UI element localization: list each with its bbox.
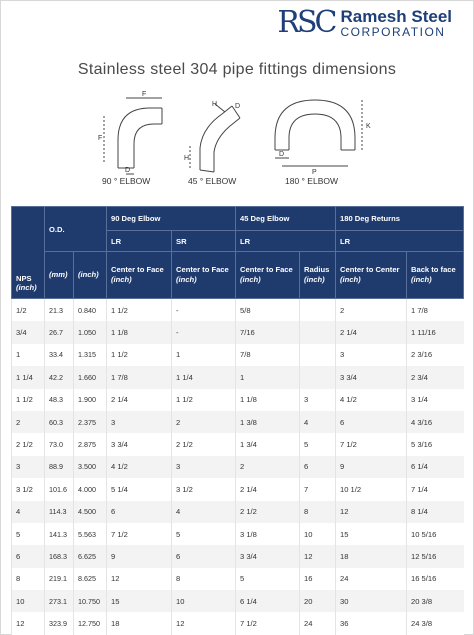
cell-90-lr: 1 1/2	[107, 299, 172, 322]
col-180lr-header: Center to Center (inch)	[336, 252, 407, 299]
cell-90-lr: 3	[107, 411, 172, 433]
cell-nps: 12	[12, 612, 45, 634]
cell-od-inch: 8.625	[74, 568, 107, 590]
cell-radius: 4	[300, 411, 336, 433]
cell-90-lr: 15	[107, 590, 172, 612]
cell-90-sr: 4	[172, 501, 236, 523]
cell-nps: 1 1/2	[12, 389, 45, 411]
table-row	[12, 389, 464, 411]
cell-90-lr: 7 1/2	[107, 523, 172, 545]
cell-180-lr: 10 1/2	[336, 478, 407, 500]
cell-radius: 16	[300, 568, 336, 590]
cell-180-lr: 3 3/4	[336, 366, 407, 388]
col-90sr-header: Center to Face (inch)	[172, 252, 236, 299]
elbow-90-label: 90 ° ELBOW	[102, 176, 151, 186]
cell-od-inch: 4.500	[74, 501, 107, 523]
cell-nps: 3/4	[12, 321, 45, 343]
cell-nps: 2 1/2	[12, 433, 45, 455]
cell-90-sr: -	[172, 299, 236, 322]
cell-nps: 2	[12, 411, 45, 433]
elbow-180-dim-d: D	[279, 151, 285, 158]
cell-back-to-face: 4 3/16	[407, 411, 464, 433]
sub-lr-90-header: LR	[107, 231, 172, 252]
cell-radius: 3	[300, 389, 336, 411]
cell-od-mm: 219.1	[45, 568, 74, 590]
cell-90-sr: 8	[172, 568, 236, 590]
cell-180-lr: 30	[336, 590, 407, 612]
table-body	[12, 299, 464, 635]
table-row	[12, 478, 464, 500]
cell-nps: 5	[12, 523, 45, 545]
cell-nps: 10	[12, 590, 45, 612]
cell-90-sr: 1 1/2	[172, 389, 236, 411]
elbow-180-dim-p: P	[312, 169, 317, 176]
cell-45-lr: 1	[236, 366, 300, 388]
table-row	[12, 299, 464, 322]
cell-radius: 20	[300, 590, 336, 612]
elbow-45-dim-h: H	[212, 101, 218, 108]
cell-180-lr: 24	[336, 568, 407, 590]
cell-90-lr: 6	[107, 501, 172, 523]
cell-od-mm: 141.3	[45, 523, 74, 545]
cell-od-mm: 114.3	[45, 501, 74, 523]
table-row	[12, 366, 464, 388]
cell-radius	[300, 321, 336, 343]
cell-od-mm: 73.0	[45, 433, 74, 455]
group-od-header: O.D.	[45, 207, 107, 252]
elbow-90-dim-f-side: F	[98, 135, 103, 142]
cell-90-sr: -	[172, 321, 236, 343]
elbow-diagrams	[90, 88, 390, 188]
cell-90-lr: 2 1/4	[107, 389, 172, 411]
cell-back-to-face: 2 3/16	[407, 344, 464, 366]
cell-radius	[300, 299, 336, 322]
cell-back-to-face: 10 5/16	[407, 523, 464, 545]
dimensions-table	[11, 206, 464, 635]
table-row	[12, 590, 464, 612]
cell-back-to-face: 2 3/4	[407, 366, 464, 388]
cell-od-mm: 101.6	[45, 478, 74, 500]
cell-radius: 24	[300, 612, 336, 634]
elbow-180-drawing	[275, 100, 362, 166]
cell-nps: 8	[12, 568, 45, 590]
cell-radius: 5	[300, 433, 336, 455]
cell-od-mm: 168.3	[45, 545, 74, 567]
cell-90-lr: 5 1/4	[107, 478, 172, 500]
elbow-45-dim-h-side: H	[184, 155, 190, 162]
cell-nps: 6	[12, 545, 45, 567]
table-row	[12, 545, 464, 567]
cell-od-mm: 42.2	[45, 366, 74, 388]
cell-90-lr: 3 3/4	[107, 433, 172, 455]
cell-90-lr: 1 1/8	[107, 321, 172, 343]
cell-45-lr: 3 1/8	[236, 523, 300, 545]
cell-od-inch: 0.840	[74, 299, 107, 322]
cell-nps: 1	[12, 344, 45, 366]
cell-180-lr: 6	[336, 411, 407, 433]
cell-od-inch: 2.875	[74, 433, 107, 455]
table-row	[12, 344, 464, 366]
cell-od-inch: 5.563	[74, 523, 107, 545]
cell-180-lr: 2	[336, 299, 407, 322]
cell-od-inch: 4.000	[74, 478, 107, 500]
cell-45-lr: 1 3/4	[236, 433, 300, 455]
col-mm-header: (mm)	[45, 252, 74, 299]
cell-od-inch: 12.750	[74, 612, 107, 634]
cell-od-inch: 2.375	[74, 411, 107, 433]
cell-180-lr: 4 1/2	[336, 389, 407, 411]
cell-90-sr: 1 1/4	[172, 366, 236, 388]
group-90deg-header: 90 Deg Elbow	[107, 207, 236, 231]
cell-90-lr: 12	[107, 568, 172, 590]
cell-back-to-face: 7 1/4	[407, 478, 464, 500]
cell-nps: 3	[12, 456, 45, 478]
cell-180-lr: 7 1/2	[336, 433, 407, 455]
cell-back-to-face: 20 3/8	[407, 590, 464, 612]
cell-90-sr: 2	[172, 411, 236, 433]
sub-lr-45-header: LR	[236, 231, 336, 252]
table-row	[12, 523, 464, 545]
cell-nps: 4	[12, 501, 45, 523]
cell-od-inch: 10.750	[74, 590, 107, 612]
table-row	[12, 456, 464, 478]
elbow-45-label: 45 ° ELBOW	[188, 176, 237, 186]
sub-lr-180-header: LR	[336, 231, 464, 252]
cell-od-mm: 33.4	[45, 344, 74, 366]
table-row	[12, 568, 464, 590]
cell-radius: 10	[300, 523, 336, 545]
cell-od-inch: 1.660	[74, 366, 107, 388]
cell-90-lr: 4 1/2	[107, 456, 172, 478]
logo-corporation: CORPORATION	[340, 25, 446, 39]
cell-45-lr: 3 3/4	[236, 545, 300, 567]
elbow-180-dim-k: K	[366, 123, 371, 130]
cell-back-to-face: 3 1/4	[407, 389, 464, 411]
cell-back-to-face: 16 5/16	[407, 568, 464, 590]
cell-od-mm: 273.1	[45, 590, 74, 612]
cell-nps: 1/2	[12, 299, 45, 322]
cell-180-lr: 36	[336, 612, 407, 634]
cell-radius: 7	[300, 478, 336, 500]
cell-45-lr: 2	[236, 456, 300, 478]
cell-180-lr: 12	[336, 501, 407, 523]
elbow-45-dim-d: D	[235, 103, 241, 110]
sub-sr-90-header: SR	[172, 231, 236, 252]
cell-45-lr: 5	[236, 568, 300, 590]
cell-back-to-face: 12 5/16	[407, 545, 464, 567]
cell-90-lr: 9	[107, 545, 172, 567]
cell-od-mm: 60.3	[45, 411, 74, 433]
cell-od-inch: 6.625	[74, 545, 107, 567]
cell-90-sr: 2 1/2	[172, 433, 236, 455]
elbow-90-drawing	[104, 98, 162, 174]
cell-radius: 12	[300, 545, 336, 567]
cell-180-lr: 3	[336, 344, 407, 366]
col-45lr-header: Center to Face (inch)	[236, 252, 300, 299]
cell-45-lr: 1 1/8	[236, 389, 300, 411]
col-back-header: Back to face (inch)	[407, 252, 464, 299]
cell-90-lr: 1 1/2	[107, 344, 172, 366]
group-180deg-header: 180 Deg Returns	[336, 207, 464, 231]
cell-45-lr: 7/16	[236, 321, 300, 343]
cell-45-lr: 7 1/2	[236, 612, 300, 634]
cell-180-lr: 2 1/4	[336, 321, 407, 343]
cell-90-sr: 1	[172, 344, 236, 366]
cell-90-sr: 10	[172, 590, 236, 612]
cell-90-sr: 12	[172, 612, 236, 634]
cell-od-mm: 21.3	[45, 299, 74, 322]
table-row	[12, 321, 464, 343]
elbow-diagrams-svg	[90, 88, 390, 188]
elbow-90-dim-f: F	[142, 91, 147, 98]
cell-od-inch: 1.050	[74, 321, 107, 343]
cell-back-to-face: 1 11/16	[407, 321, 464, 343]
group-45deg-header: 45 Deg Elbow	[236, 207, 336, 231]
col-nps-header: NPS (inch)	[12, 207, 45, 299]
col-inch-header: (inch)	[74, 252, 107, 299]
logo-mark: RSC	[277, 5, 335, 40]
cell-nps: 3 1/2	[12, 478, 45, 500]
cell-45-lr: 2 1/4	[236, 478, 300, 500]
cell-back-to-face: 8 1/4	[407, 501, 464, 523]
cell-radius	[300, 344, 336, 366]
cell-back-to-face: 24 3/8	[407, 612, 464, 634]
cell-od-mm: 323.9	[45, 612, 74, 634]
cell-od-inch: 1.315	[74, 344, 107, 366]
cell-back-to-face: 6 1/4	[407, 456, 464, 478]
company-logo	[277, 6, 452, 40]
elbow-180-label: 180 ° ELBOW	[285, 176, 339, 186]
cell-nps: 1 1/4	[12, 366, 45, 388]
cell-45-lr: 1 3/8	[236, 411, 300, 433]
col-90lr-header: Center to Face (inch)	[107, 252, 172, 299]
cell-radius	[300, 366, 336, 388]
cell-180-lr: 15	[336, 523, 407, 545]
cell-90-sr: 5	[172, 523, 236, 545]
col-radius-header: Radius (inch)	[300, 252, 336, 299]
logo-name: Ramesh Steel	[340, 7, 452, 26]
cell-45-lr: 2 1/2	[236, 501, 300, 523]
table-row	[12, 501, 464, 523]
cell-45-lr: 7/8	[236, 344, 300, 366]
cell-90-sr: 6	[172, 545, 236, 567]
cell-45-lr: 6 1/4	[236, 590, 300, 612]
cell-od-mm: 48.3	[45, 389, 74, 411]
cell-radius: 8	[300, 501, 336, 523]
elbow-90-dim-d: D	[125, 167, 131, 174]
cell-od-inch: 3.500	[74, 456, 107, 478]
cell-90-sr: 3 1/2	[172, 478, 236, 500]
table-row	[12, 411, 464, 433]
elbow-45-drawing	[190, 104, 240, 172]
cell-180-lr: 18	[336, 545, 407, 567]
cell-radius: 6	[300, 456, 336, 478]
page-title: Stainless steel 304 pipe fittings dimensions	[77, 61, 397, 78]
cell-back-to-face: 1 7/8	[407, 299, 464, 322]
cell-90-sr: 3	[172, 456, 236, 478]
cell-od-mm: 26.7	[45, 321, 74, 343]
cell-180-lr: 9	[336, 456, 407, 478]
cell-90-lr: 1 7/8	[107, 366, 172, 388]
cell-od-inch: 1.900	[74, 389, 107, 411]
table-row	[12, 433, 464, 455]
cell-45-lr: 5/8	[236, 299, 300, 322]
cell-back-to-face: 5 3/16	[407, 433, 464, 455]
cell-90-lr: 18	[107, 612, 172, 634]
table-row	[12, 612, 464, 634]
cell-od-mm: 88.9	[45, 456, 74, 478]
